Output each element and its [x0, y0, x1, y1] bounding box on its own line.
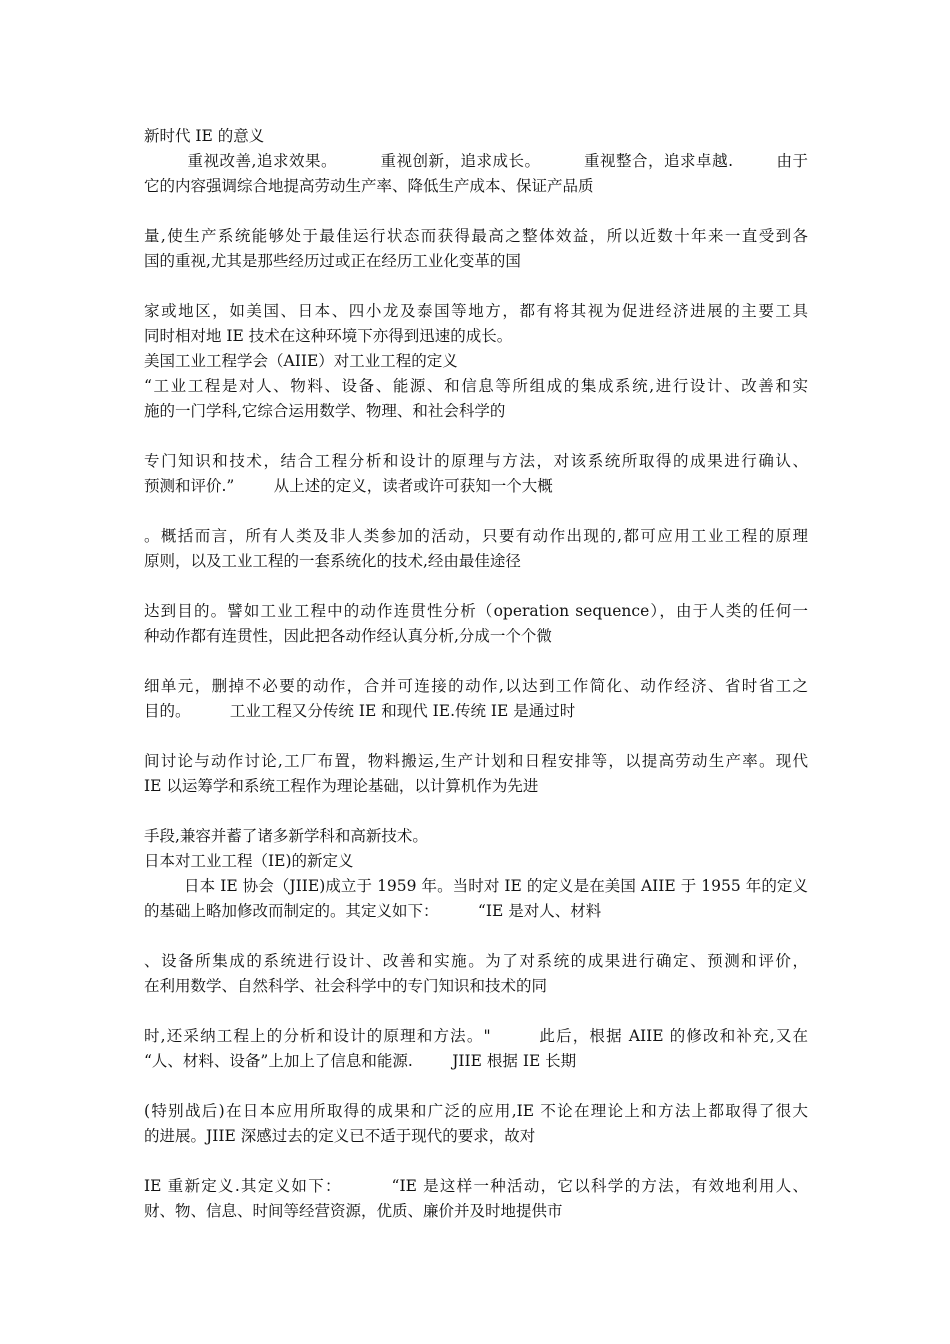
paragraph-line: 、设备所集成的系统进行设计、改善和实施。为了对系统的成果进行确定、预测和评价，	[144, 952, 808, 970]
paragraph-line: 它的内容强调综合地提高劳动生产率、降低生产成本、保证产品质	[144, 177, 594, 195]
paragraph-line: “工业工程是对人、物料、设备、能源、和信息等所组成的集成系统,进行设计、改善和实	[144, 377, 808, 395]
heading-new-era-ie: 新时代 IE 的意义	[144, 127, 265, 145]
paragraph-line: 财、物、信息、时间等经营资源，优质、廉价并及时地提供市	[144, 1202, 563, 1220]
paragraph-line: 日本 IE 协会（JIIE)成立于 1959 年。当时对 IE 的定义是在美国 AIIE 于 1955 年的定义	[144, 877, 808, 895]
paragraph-line: 在利用数学、自然科学、社会科学中的专门知识和技术的同	[144, 977, 548, 995]
paragraph-line: 专门知识和技术，结合工程分析和设计的原理与方法，对该系统所取得的成果进行确认、	[144, 452, 808, 470]
paragraph-line: “人、材料、设备”上加上了信息和能源. JIIE 根据 IE 长期	[144, 1052, 577, 1070]
paragraph-line: 达到目的。譬如工业工程中的动作连贯性分析（operation sequence），由于人类的任何一	[144, 602, 808, 620]
heading-aiie-definition: 美国工业工程学会（AIIE）对工业工程的定义	[144, 352, 458, 370]
paragraph-line: 。概括而言，所有人类及非人类参加的活动，只要有动作出现的,都可应用工业工程的原理	[144, 527, 808, 545]
paragraph-line: 目的。 工业工程又分传统 IE 和现代 IE.传统 IE 是通过时	[144, 702, 576, 720]
paragraph-line: 时,还采纳工程上的分析和设计的原理和方法。" 此后，根据 AIIE 的修改和补充,又在	[144, 1027, 808, 1045]
paragraph-line: 量,使生产系统能够处于最佳运行状态而获得最高之整体效益，所以近数十年来一直受到各	[144, 227, 808, 245]
paragraph-line: 手段,兼容并蓄了诸多新学科和高新技术。	[144, 827, 428, 845]
paragraph-line: (特别战后)在日本应用所取得的成果和广泛的应用,IE 不论在理论上和方法上都取得了很大	[144, 1102, 808, 1120]
paragraph-line: 种动作都有连贯性，因此把各动作经认真分析,分成一个个微	[144, 627, 552, 645]
paragraph-line: 细单元，删掉不必要的动作，合并可连接的动作,以达到工作简化、动作经济、省时省工之	[144, 677, 808, 695]
paragraph-line: 间讨论与动作讨论,工厂布置，物料搬运,生产计划和日程安排等，以提高劳动生产率。现代	[144, 752, 808, 770]
heading-japan-definition: 日本对工业工程（IE)的新定义	[144, 852, 354, 870]
paragraph-line: 重视改善,追求效果。 重视创新，追求成长。 重视整合，追求卓越. 由于	[144, 152, 808, 170]
paragraph-line: 国的重视,尤其是那些经历过或正在经历工业化变革的国	[144, 252, 521, 270]
paragraph-line: IE 以运筹学和系统工程作为理论基础，以计算机作为先进	[144, 777, 539, 795]
paragraph-line: 的基础上略加修改而制定的。其定义如下： “IE 是对人、材料	[144, 902, 602, 920]
paragraph-line: 原则，以及工业工程的一套系统化的技术,经由最佳途径	[144, 552, 521, 570]
paragraph-line: 同时相对地 IE 技术在这种环境下亦得到迅速的成长。	[144, 327, 513, 345]
paragraph-line: 施的一门学科,它综合运用数学、物理、和社会科学的	[144, 402, 506, 420]
document-body	[144, 124, 808, 1224]
paragraph-line: IE 重新定义.其定义如下： “IE 是这样一种活动，它以科学的方法，有效地利用人、	[144, 1177, 808, 1195]
paragraph-line: 的进展。JIIE 深感过去的定义已不适于现代的要求，故对	[144, 1127, 536, 1145]
paragraph-line: 家或地区，如美国、日本、四小龙及泰国等地方，都有将其视为促进经济进展的主要工具	[144, 302, 808, 320]
paragraph-line: 预测和评价.” 从上述的定义，读者或许可获知一个大概	[144, 477, 553, 495]
